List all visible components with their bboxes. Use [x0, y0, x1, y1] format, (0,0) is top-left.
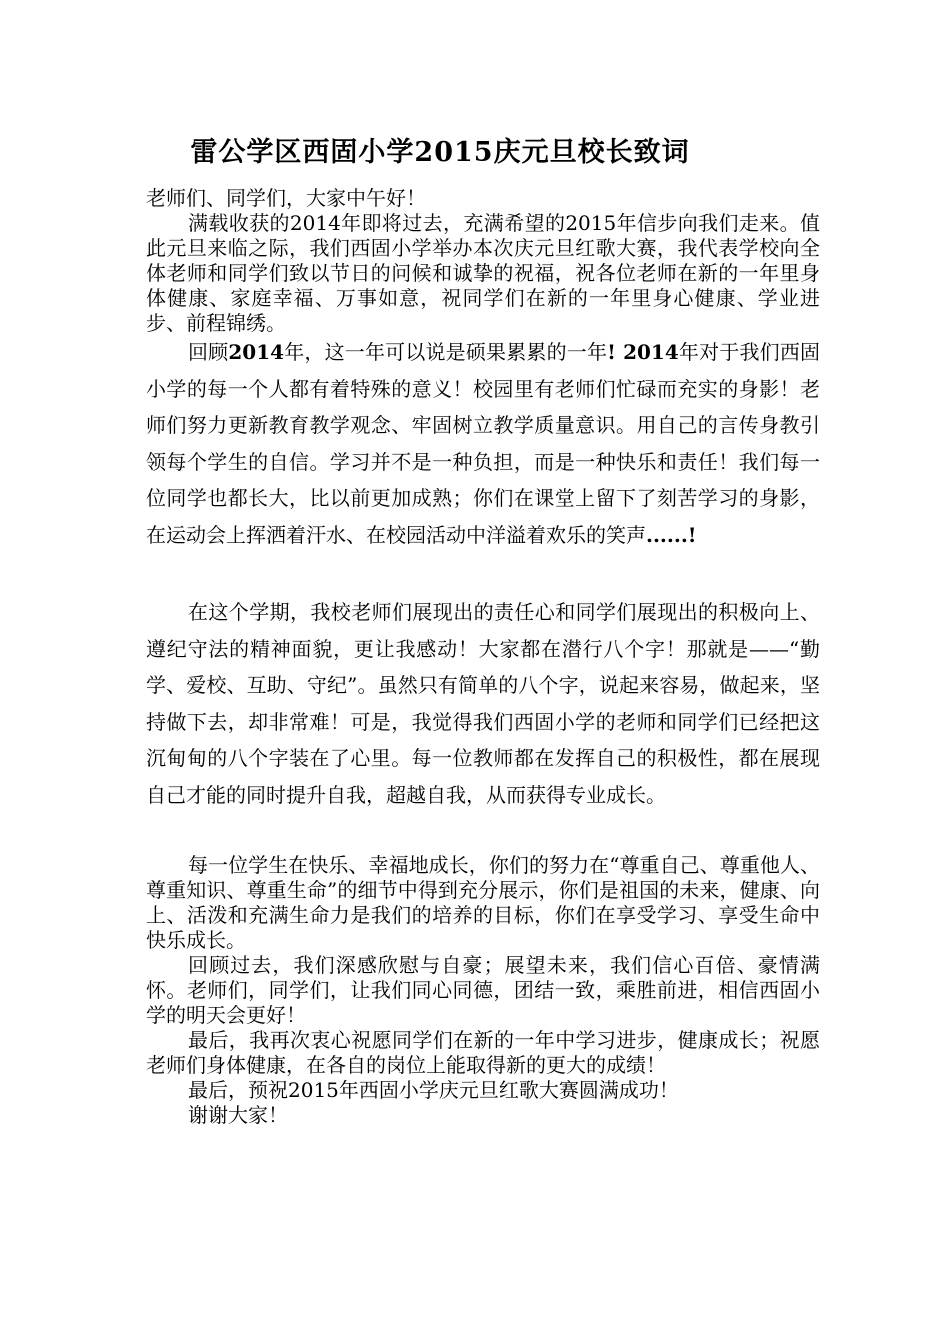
review-text-c: 年，这一年可以说是硕果累累的一年: [284, 340, 608, 364]
semester-section: [146, 594, 820, 813]
paragraph-wishes: 最后，我再次衷心祝愿同学们在新的一年中学习进步，健康成长；祝愿老师们身体健康，在各自的岗位上能取得新的更大的成绩！: [146, 1028, 820, 1077]
review-section: [146, 334, 820, 553]
paragraph-students: 每一位学生在快乐、幸福地成长，你们的努力在“尊重自己、尊重他人、尊重知识、尊重生命”的细节中得到充分展示，你们是祖国的未来，健康、向上、活泼和充满生命力是我们的培养的目标，你们在享受学习、享受生命中快乐成长。: [146, 853, 820, 952]
paragraph-success: 最后，预祝2015年西固小学庆元旦红歌大赛圆满成功！: [188, 1078, 679, 1102]
paragraph-opening: 满载收获的2014年即将过去，充满希望的2015年信步向我们走来。值此元旦来临之际，我们西固小学举办本次庆元旦红歌大赛，我代表学校向全体老师和同学们致以节日的问候和诚挚的祝福，祝各位老师在新的一年里身体健康、家庭幸福、万事如意，祝同学们在新的一年里身心健康、学业进步、前程锦绣。: [146, 211, 820, 335]
review-text-e: 年对于我们西固小学的每一个人都有着特殊的意义！校园里有老师们忙碌而充实的身影！老师们努力更新教育教学观念、牢固树立教学质量意识。用自己的言传身教引领每个学生的自信。学习并不是一种负担，而是一种快乐和责任！我们每一位同学也都长大，比以前更加成熟；你们在课堂上留下了刻苦学习的身影，在运动会上挥洒着汗水、在校园活动中洋溢着欢乐的笑声: [146, 340, 821, 547]
paragraph-future: 回顾过去，我们深感欣慰与自豪；展望未来，我们信心百倍、豪情满怀。老师们，同学们，让我们同心同德，团结一致，乘胜前进，相信西固小学的明天会更好！: [146, 953, 820, 1027]
greeting-line: 老师们、同学们，大家中午好！: [146, 186, 426, 210]
closing-thanks: 谢谢大家！: [188, 1103, 288, 1127]
document-title: 雷公学区西固小学2015庆元旦校长致词: [190, 137, 690, 168]
paragraph-review-2014: [146, 334, 820, 553]
review-ellipsis: ......!: [646, 522, 697, 547]
paragraph-semester: 在这个学期，我校老师们展现出的责任心和同学们展现出的积极向上、遵纪守法的精神面貌，更让我感动！大家都在潜行八个字！那就是——“勤学、爱校、互助、守纪”。虽然只有简单的八个字，说起来容易，做起来，坚持做下去，却非常难！可是，我觉得我们西固小学的老师和同学们已经把这沉甸甸的八个字装在了心里。每一位教师都在发挥自己的积极性，都在展现自己才能的同时提升自我，超越自我，从而获得专业成长。: [146, 600, 820, 807]
review-year-bold-2: ! 2014: [607, 340, 679, 364]
review-text-a: 回顾: [188, 340, 229, 364]
review-year-bold: 2014: [228, 340, 285, 364]
closing-section: [146, 853, 820, 1128]
intro-section: [146, 186, 820, 336]
